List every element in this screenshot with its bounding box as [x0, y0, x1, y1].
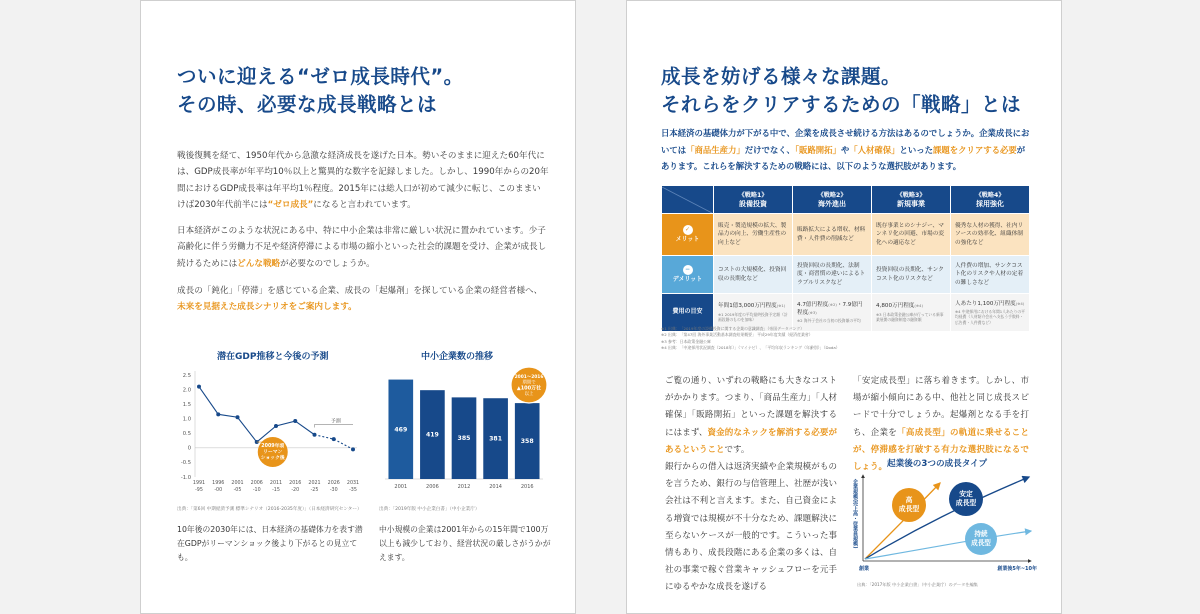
note-1: ※1 出典：「2019年度の設備投資に関する企業の意識調査」（帝国データバンク）: [661, 326, 805, 331]
strategy-table: [661, 185, 1030, 332]
y-tick-label: 0: [187, 445, 191, 452]
cost-note: ※3 日本政策金融公庫が行っている新事業展開の融資制度の融資額: [876, 311, 944, 323]
header-tag: 《戦略2》: [817, 191, 847, 199]
intro-hl3: 「人材確保」: [849, 144, 900, 155]
cost-row-head: 費用の目安: [662, 294, 714, 332]
demerit-label: デメリット: [672, 275, 703, 283]
cost-value: 4,800万円程度: [876, 303, 915, 310]
cost-value-2: ・7.9億円程度: [797, 302, 863, 317]
header-name: 設備投資: [739, 199, 767, 208]
cost-sup-2: (※3): [808, 310, 817, 316]
bar-value-label: 469: [394, 426, 408, 434]
header-tag: 《戦略4》: [975, 191, 1005, 199]
gdp-point: [313, 433, 317, 437]
right-column-1: [665, 373, 837, 597]
gdp-forecast-line: [315, 435, 354, 450]
badge-line2: リーマン: [263, 450, 283, 456]
high-growth-label-1: 高: [905, 496, 913, 504]
sustain-growth-label-1: 持続: [974, 530, 988, 538]
x-tick-label: -30: [329, 488, 338, 493]
sme-bar-chart: [377, 363, 549, 501]
merit-row-head: [662, 214, 714, 256]
y-tick-label: 2.0: [182, 387, 191, 394]
left-paragraph-2: [177, 223, 549, 272]
x-tick-label: 2006: [426, 484, 439, 490]
col1-b: です。: [724, 444, 750, 455]
p3-text-a: 成長の「鈍化」「停滞」を感じている企業、成長の「起爆剤」を探している企業の経営者様へ、: [177, 286, 543, 296]
right-page-title: [661, 63, 1021, 119]
badge-line1: 2001～2016: [514, 375, 544, 380]
gdp-point: [293, 419, 297, 423]
intro-hl4: 課題をクリアする必要: [933, 144, 1017, 155]
corner-diagonal: [662, 187, 712, 213]
p2-text-b: が必要なのでしょうか。: [280, 258, 375, 269]
diagram-source: 出典：「2017年版 中小企業白書」（中小企業庁）のデータを編集: [857, 582, 978, 587]
left-title-line1: ついに迎える“ゼロ成長時代”。: [177, 65, 464, 88]
chart2-title: 中小企業数の推移: [421, 352, 494, 362]
growth-types-diagram: [845, 469, 1039, 579]
intro-c: や: [840, 144, 850, 155]
left-page-title: [177, 63, 464, 119]
minus-icon: −: [683, 265, 693, 275]
gdp-point: [236, 415, 240, 419]
demerit-cell: 投資回収の長期化、法制度・商習慣の違いによるトラブルリスクなど: [793, 256, 872, 294]
x-tick-label: 2011: [269, 481, 283, 486]
cost-sup: (※4): [914, 303, 923, 309]
y-tick-label: -1.0: [180, 474, 191, 481]
intro-e: があります。これらを解決するための戦略には、以下のような選択肢があります。: [661, 144, 1026, 172]
header-tag: 《戦略1》: [738, 191, 768, 199]
table-notes: [661, 326, 1031, 351]
chart1-source: 出典：「第6回 中期経済予測 標準シナリオ（2016-2035年度）」（日本経済研究センター）: [177, 507, 362, 512]
header-tag: 《戦略3》: [896, 191, 926, 199]
right-title-line2: それらをクリアするための「戦略」とは: [661, 93, 1022, 116]
check-icon: ✓: [683, 225, 693, 235]
y-tick-label: -0.5: [180, 460, 191, 467]
merit-cell: 既存事業とのシナジー、マンネリ化の回避、市場の変化への適応など: [872, 214, 951, 256]
header-strategy-1: [714, 186, 793, 214]
header-name: 採用強化: [976, 199, 1004, 208]
x-tick-label: -15: [272, 488, 280, 493]
table-corner: [662, 186, 714, 214]
badge-line1: 2009年頃: [261, 444, 285, 450]
x-tick-label: 2021: [308, 481, 321, 486]
y-tick-label: 2.5: [182, 372, 191, 379]
gdp-line-chart: [171, 363, 367, 501]
merit-label: メリット: [675, 235, 700, 243]
x-tick-label: -20: [291, 488, 300, 493]
p1-text-a: 戦後復興を経て、1950年代から急激な経済成長を遂げた日本。勢いそのままに迎えた60年代には、GDP成長率が年平均10％以上と驚異的な数字を記録しました。しかし、1990年からの20年間におけるGDP成長率は年平均1％程度。2015年には総人口が初めて減少に転じ、このままいけば2030年代前半には: [177, 151, 549, 211]
demerit-cell: 投資回収の長期化、サンクコスト化のリスクなど: [872, 256, 951, 294]
x-tick-label: -10: [252, 488, 261, 493]
x-tick-label: 2016: [520, 484, 534, 490]
demerit-cell: コストの大規模化、投資回収の長期化など: [714, 256, 793, 294]
gdp-point: [274, 424, 278, 428]
p1-highlight: “ゼロ成長”: [267, 200, 314, 211]
y-tick-label: 1.5: [182, 401, 191, 408]
left-paragraph-1: [177, 148, 549, 214]
left-page: [140, 0, 576, 614]
cost-sup: (※1): [776, 303, 786, 309]
cost-note: ※1 2019年度の平均最終投資予定額（計画段階のものを加味）: [718, 311, 788, 323]
badge-line3: ショック後: [260, 456, 285, 462]
demerit-cell: 人件費の増加、サンクコスト化のリスクや人材の定着の難しさなど: [951, 256, 1030, 294]
x-tick-label: -00: [214, 488, 223, 493]
chart1-caption: 10年後の2030年には、日本経済の基礎体力を表す潜在GDPがリーマンショック後より下がるとの見立ても。: [177, 525, 363, 562]
x-tick-label: 1991: [192, 481, 206, 486]
x-tick-label: -95: [195, 488, 203, 493]
intro-hl2: 「販路開拓」: [794, 144, 841, 155]
x-tick-label: 2031: [346, 481, 360, 486]
x-tick-label: -25: [310, 488, 319, 493]
right-intro: [661, 125, 1031, 175]
col1-highlight: 資金的なネックを解消する必要があるということ: [665, 427, 837, 455]
header-name: 新規事業: [897, 199, 925, 208]
note-2: ※2 出典：「第47回 海外事業活動基本調査結果概要」 平成29年度実績（経済産業省）: [661, 332, 813, 338]
cost-note: ※2 海外子会社の当初の投資額の平均: [797, 318, 861, 324]
cost-note: ※4 中途採用における年間1人あたりの平均経費（人材紹介会社へ支払う手数料・広告費・人件費など）: [955, 308, 1025, 325]
x-tick-label: 2014: [489, 484, 502, 490]
high-growth-label-2: 成長型: [898, 505, 920, 513]
table-row-merit: [662, 214, 1030, 256]
merit-cell: 販路拡大による増収、材料費・人件費の削減など: [793, 214, 872, 256]
badge-line4: 以上: [524, 392, 534, 397]
merit-cell: 優秀な人材の獲得、社内リソースの効率化、組織体制の強化など: [951, 214, 1030, 256]
y-tick-label: 1.0: [182, 416, 191, 423]
x-tick-label: 1996: [212, 481, 225, 486]
bar-value-label: 381: [489, 435, 503, 443]
cost-value: 4.7億円程度: [797, 302, 829, 309]
col1-c: 銀行からの借入は返済実績や企業規模がものを言うため、銀行の与信管理上、社歴が浅い会社は不利と言えます。また、自己資金による増資では規模が不十分なため、課題解決に至らないケースが一般的です。こういった事情もあり、成長段階にある企業の多くは、自社の事業で稼ぐ営業キャッシュフローを元手にゆるやかな成長を遂げる: [665, 462, 837, 593]
header-strategy-2: [793, 186, 872, 214]
gdp-point: [332, 437, 336, 441]
stable-growth-curve: [865, 477, 1029, 559]
badge-line3: ▲100万社: [516, 385, 542, 392]
intro-hl1: 「商品生産力」: [686, 144, 745, 155]
forecast-bracket: [315, 425, 354, 428]
right-title-line1: 成長を妨げる様々な課題。: [661, 65, 902, 88]
diagram-x-start: 創業: [859, 566, 870, 572]
sustain-growth-label-2: 成長型: [971, 539, 991, 547]
p3-highlight: 未来を見据えた成長シナリオをご案内します。: [177, 302, 357, 313]
x-tick-label: 2001: [231, 481, 244, 486]
table-header-row: [662, 186, 1030, 214]
chart1-title: 潜在GDP推移と今後の予測: [217, 352, 329, 362]
gdp-point: [351, 447, 355, 451]
x-tick-label: -05: [233, 488, 242, 493]
intro-d: といった: [899, 144, 934, 155]
intro-b: だけでなく、: [744, 144, 795, 155]
x-tick-label: -35: [349, 488, 357, 493]
x-tick-label: 2006: [250, 481, 263, 486]
stable-growth-label-2: 成長型: [955, 499, 977, 507]
col2-highlight: 「高成長型」の軌道に乗せることが、停滞感を打破する有力な選択肢になるでしょう。: [853, 427, 1029, 473]
cost-value: 人あたり1,100万円程度: [955, 300, 1016, 307]
col2-a: 「安定成長型」に落ち着きます。しかし、市場が縮小傾向にある中、他社と同じ成長スピードで十分でしょうか。起爆剤となる手を打ち、企業を: [853, 376, 1029, 438]
x-tick-label: 2001: [394, 484, 408, 490]
header-strategy-4: [951, 186, 1030, 214]
left-paragraph-3: [177, 283, 549, 316]
header-name: 海外進出: [818, 199, 846, 208]
chart2-source: 出典：「2019年版 中小企業白書」（中小企業庁）: [379, 507, 480, 512]
note-4: ※4 出典：「中途採用状況調査（2018年）」（マイナビ）、「平均年収ランキング（年齢別）」（Doda）: [661, 344, 840, 350]
note-3: ※3 参考：日本政策金融公庫: [661, 338, 711, 344]
forecast-label: 予測: [330, 418, 341, 425]
demerit-row-head: [662, 256, 714, 294]
x-tick-label: 2026: [327, 481, 340, 486]
bar-value-label: 419: [425, 431, 439, 439]
p2-text-a: 日本経済がこのような状況にある中、特に中小企業は非常に厳しい状況に置かれています。少子高齢化に伴う労働力不足や経済停滞による市場の縮小といった社会的課題を受け、企業が成長し続けるためには: [177, 226, 547, 269]
diagram-x-end: 創業後5年~10年: [997, 566, 1037, 572]
x-tick-label: 2012: [457, 484, 471, 490]
p1-text-b: になると言われています。: [313, 200, 416, 211]
intro-a: 日本経済の基礎体力が下がる中で、企業を成長させ続ける方法はあるのでしょうか。企業成長においては: [661, 128, 1030, 155]
right-page: [626, 0, 1062, 614]
cost-sup: (※4): [1015, 300, 1025, 306]
table-row-demerit: [662, 256, 1030, 294]
x-tick-label: 2016: [289, 481, 302, 486]
header-strategy-3: [872, 186, 951, 214]
gdp-point: [216, 412, 220, 416]
p2-highlight: どんな戦略: [237, 258, 281, 269]
gdp-point: [197, 385, 201, 389]
y-tick-label: 0.5: [182, 431, 191, 438]
cost-sup: (※2): [828, 302, 837, 308]
col1-a: ご覧の通り、いずれの戦略にも大きなコストがかかります。つまり、「商品生産力」「人材確保」「販路開拓」といった課題を解決するにはまず、: [665, 376, 837, 438]
diagram-title: 起業後の3つの成長タイプ: [887, 459, 988, 469]
merit-cell: 販売・製造規模の拡大、製品力の向上、労働生産性の向上など: [714, 214, 793, 256]
badge-line2: 期間で: [522, 380, 536, 386]
cost-value: 年間1億3,000万円程度: [718, 303, 777, 310]
diagram-y-label: 企業規模(売上高・従業員規模): [852, 479, 858, 549]
chart2-caption: 中小規模の企業は2001年からの15年間で100万以上も減少しており、経営状況の厳しさがうかがえます。: [379, 525, 551, 562]
left-title-line2: その時、必要な成長戦略とは: [177, 93, 438, 116]
bar-value-label: 385: [457, 435, 471, 443]
stable-growth-label-1: 安定: [959, 490, 973, 498]
bar-value-label: 358: [520, 438, 534, 446]
